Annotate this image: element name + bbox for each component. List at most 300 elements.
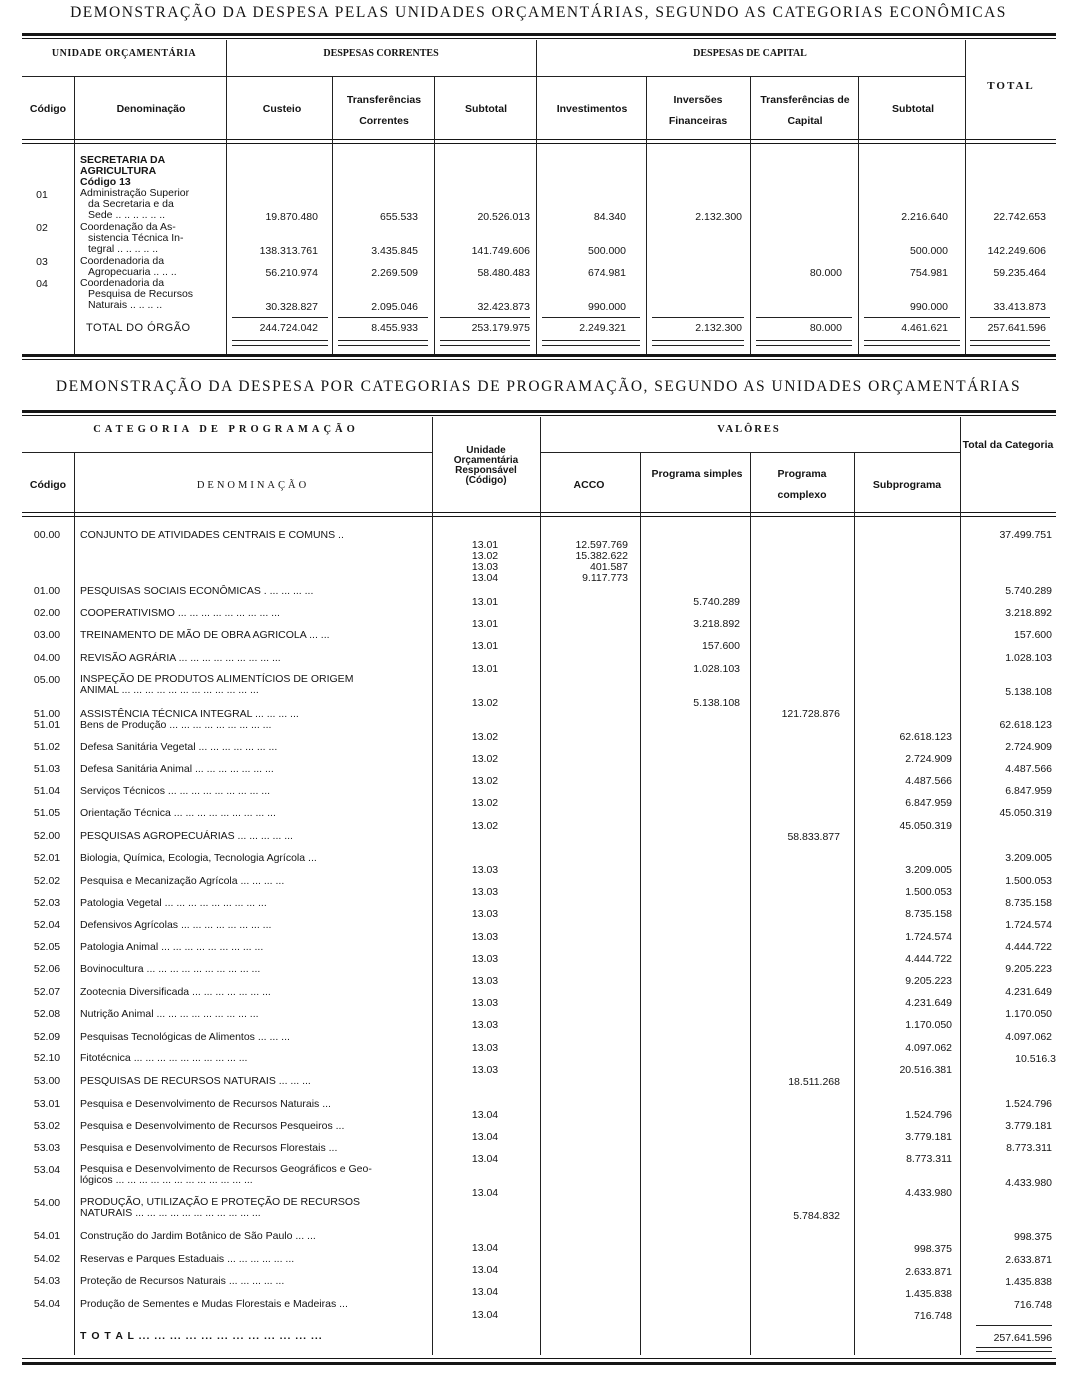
t2-total-label: T O T A L ... ... ... ... ... ... ... ... ... ... ... ...	[80, 1330, 323, 1342]
t1-vline	[226, 40, 227, 354]
t2-simples: 1.028.103	[693, 663, 740, 675]
t2-sub: 6.847.959	[905, 797, 952, 809]
t2-code: 52.05	[33, 941, 61, 953]
t2-code: 04.00	[33, 652, 61, 664]
t2-code: 52.06	[33, 963, 61, 975]
t1-total-transf-cap: 80.000	[809, 322, 842, 334]
t1-desc-line: Coordenadoria da	[80, 255, 165, 267]
t1-group-line: AGRICULTURA	[80, 165, 157, 177]
t1-total-custeio: 244.724.042	[259, 322, 318, 334]
t2-total: 4.231.649	[1005, 986, 1052, 998]
t2-vline	[432, 417, 433, 1355]
t1-header-transf-correntes: Transferências Correntes	[346, 94, 422, 127]
t2-total: 62.618.123	[999, 719, 1052, 731]
t1-sub1: 141.749.606	[471, 245, 530, 257]
t2-desc: Pesquisa e Desenvolvimento de Recursos Naturais ...	[80, 1098, 331, 1110]
t2-unidade: 13.04	[471, 1242, 499, 1254]
t1-sub1: 20.526.013	[477, 211, 530, 223]
t2-sub: 1.435.838	[905, 1288, 952, 1300]
t1-header-unidade: UNIDADE ORÇAMENTÁRIA	[51, 48, 197, 59]
t2-complexo: 121.728.876	[781, 708, 840, 720]
t2-sum-rule	[976, 1347, 1052, 1348]
t1-desc-line: da Secretaria e da	[88, 198, 174, 210]
t2-sub: 4.231.649	[905, 997, 952, 1009]
t2-unidade: 13.01	[471, 618, 499, 630]
t2-code: 51.04	[33, 785, 61, 797]
t1-sum-rule	[232, 317, 328, 318]
t1-sum-rule	[756, 317, 852, 318]
t2-unidade: 13.03	[471, 1042, 499, 1054]
t1-header-bottom2	[22, 143, 1056, 144]
t2-code: 01.00	[33, 585, 61, 597]
t1-sum-rule	[440, 317, 530, 318]
t2-unidade: 13.01	[471, 640, 499, 652]
t2-desc-cont: NATURAIS ... ... ... ... ... ... ... ... ... ... ...	[80, 1207, 261, 1219]
t2-total: 8.735.158	[1005, 897, 1052, 909]
t2-desc: PRODUÇÃO, UTILIZAÇÃO E PROTEÇÃO DE RECURSOS	[80, 1196, 361, 1208]
table2-top-rule-thin	[22, 415, 1056, 416]
t2-vline	[640, 453, 641, 1355]
t2-total: 5.138.108	[1005, 686, 1052, 698]
t2-code: 00.00	[33, 529, 61, 541]
t1-group-name	[80, 155, 165, 188]
t1-desc-line: Pesquisa de Recursos	[88, 288, 194, 300]
t2-desc: Patologia Animal ... ... ... ... ... ... ... ... ...	[80, 941, 264, 953]
t2-sub: 1.500.053	[905, 886, 952, 898]
t2-sub: 1.170.050	[905, 1019, 952, 1031]
t2-desc: TREINAMENTO DE MÃO DE OBRA AGRICOLA ... ...	[80, 629, 330, 641]
t2-desc: PESQUISAS AGROPECUÁRIAS ... ... ... ... ...	[80, 830, 293, 842]
t1-header-correntes: DESPESAS CORRENTES	[323, 48, 439, 59]
t2-sub: 9.205.223	[905, 975, 952, 987]
t1-header-subtotal1: Subtotal	[465, 103, 507, 115]
t1-sub2: 990.000	[910, 301, 948, 313]
t2-desc: COOPERATIVISMO ... ... ... ... ... ... ... ... ...	[80, 607, 280, 619]
t1-row-desc	[80, 188, 226, 221]
t2-total: 157.600	[1014, 629, 1052, 641]
t2-desc: Patologia Vegetal ... ... ... ... ... ... ... ... ...	[80, 897, 267, 909]
t2-sub: 4.433.980	[905, 1187, 952, 1199]
t1-row-code: 01	[36, 189, 48, 201]
t2-header-bottom2	[22, 516, 1056, 517]
t1-sum-rule	[864, 345, 960, 346]
t2-header-categoria: CATEGORIA DE PROGRAMAÇÃO	[93, 424, 359, 435]
t2-desc: Defensivos Agrícolas ... ... ... ... ... ... ... ...	[80, 919, 272, 931]
t2-desc: Construção do Jardim Botânico de São Paulo ... ...	[80, 1230, 316, 1242]
t2-header-unidade: Unidade Orçamentária Responsável (Código)	[453, 445, 519, 486]
t2-unidade: 13.02	[471, 550, 499, 562]
t2-unidade: 13.02	[471, 753, 499, 765]
t2-sub: 1.524.796	[905, 1109, 952, 1121]
t1-sum-rule	[440, 340, 530, 341]
t2-simples: 157.600	[702, 640, 740, 652]
t2-code: 53.03	[33, 1142, 61, 1154]
t2-sub: 716.748	[914, 1310, 952, 1322]
t2-total: 9.205.223	[1005, 963, 1052, 975]
t2-total: 8.773.311	[1006, 1142, 1052, 1154]
t2-sub: 4.097.062	[905, 1042, 952, 1054]
t1-transf: 2.095.046	[371, 301, 418, 313]
t2-sum-rule	[976, 1325, 1052, 1326]
t1-sub2: 500.000	[910, 245, 948, 257]
t2-total: 4.487.566	[1005, 763, 1052, 775]
t1-header-bottom	[22, 139, 1056, 140]
t1-sum-rule	[756, 340, 852, 341]
t2-desc: Serviços Técnicos ... ... ... ... ... ... ... ... ...	[80, 785, 271, 797]
t2-desc: Reservas e Parques Estaduais ... ... ... ... ... ...	[80, 1253, 295, 1265]
t1-sum-rule	[970, 340, 1050, 341]
t1-desc-line: Coordenadoria da	[80, 277, 165, 289]
t2-desc: Zootecnia Diversificada ... ... ... ... ... ... ...	[80, 986, 271, 998]
t2-desc: Defesa Sanitária Animal ... ... ... ... ... ... ...	[80, 763, 274, 775]
t2-code: 52.00	[33, 830, 61, 842]
t2-desc: Produção de Sementes e Mudas Florestais e Madeiras ...	[80, 1298, 348, 1310]
t2-unidade: 13.02	[471, 731, 499, 743]
t2-header-denominacao: DENOMINAÇÃO	[196, 480, 310, 491]
t1-vline	[750, 77, 751, 354]
t2-code: 52.07	[33, 986, 61, 998]
t1-vline	[536, 40, 537, 354]
t2-sub: 4.487.566	[905, 775, 952, 787]
t2-desc: Pesquisa e Mecanização Agrícola ... ... ... ...	[80, 875, 285, 887]
t2-vline	[960, 417, 961, 1355]
t1-desc-line: Administração Superior	[80, 187, 190, 199]
t1-total: 59.235.464	[993, 267, 1046, 279]
t1-header-transf-capital: Transferências de Capital	[760, 94, 850, 127]
t1-header-capital: DESPESAS DE CAPITAL	[693, 48, 807, 59]
t2-desc-cont: lógicos ... ... ... ... ... ... ... ... ... ... ... ...	[80, 1174, 253, 1186]
t1-custeio: 19.870.480	[265, 211, 318, 223]
t1-total-invest: 2.249.321	[579, 322, 626, 334]
t2-simples: 3.218.892	[693, 618, 740, 630]
t2-code: 51.03	[33, 763, 61, 775]
t2-total: 6.847.959	[1005, 785, 1052, 797]
t2-header-total: Total da Categoria	[962, 439, 1054, 451]
t1-invest: 674.981	[588, 267, 626, 279]
t2-code: 52.03	[33, 897, 61, 909]
t1-transf-cap: 80.000	[809, 267, 842, 279]
t2-desc: INSPEÇÃO DE PRODUTOS ALIMENTÍCIOS DE ORIGEM	[80, 673, 354, 685]
t2-total: 1.028.103	[1005, 652, 1052, 664]
t2-code: 54.01	[33, 1230, 61, 1242]
t2-unidade: 13.03	[471, 997, 499, 1009]
t1-header-denominacao: Denominação	[116, 103, 186, 115]
t2-header-prog-simples: Programa simples	[651, 468, 743, 480]
t2-total: 4.444.722	[1005, 941, 1052, 953]
t2-total: 998.375	[1014, 1231, 1052, 1243]
t2-unidade: 13.04	[471, 1309, 499, 1321]
t1-sum-rule	[542, 317, 640, 318]
t2-total: 3.209.005	[1005, 852, 1052, 864]
t2-unidade: 13.04	[471, 1187, 499, 1199]
t2-code: 52.04	[33, 919, 61, 931]
t1-sum-rule	[652, 317, 744, 318]
t2-acco: 15.382.622	[575, 550, 628, 562]
t1-sum-rule	[652, 340, 744, 341]
t2-unidade: 13.03	[471, 886, 499, 898]
t1-header-divider	[22, 76, 966, 77]
t2-unidade: 13.02	[471, 820, 499, 832]
t1-transf: 2.269.509	[371, 267, 418, 279]
t2-unidade: 13.03	[471, 1064, 499, 1076]
t2-code: 53.01	[33, 1098, 61, 1110]
t1-row-desc	[80, 222, 226, 255]
t1-row-desc	[80, 278, 226, 311]
t2-simples: 5.740.289	[693, 596, 740, 608]
t2-header-acco: ACCO	[573, 479, 605, 491]
t1-sum-rule	[338, 317, 428, 318]
t2-desc: Pesquisa e Desenvolvimento de Recursos Pesqueiros ...	[80, 1120, 345, 1132]
t2-total: 4.097.062	[1005, 1031, 1052, 1043]
t2-unidade: 13.04	[471, 1286, 499, 1298]
t2-acco: 9.117.773	[582, 572, 628, 584]
t2-unidade: 13.03	[471, 1019, 499, 1031]
t2-total: 4.433.980	[1005, 1177, 1052, 1189]
t1-custeio: 138.313.761	[259, 245, 318, 257]
t2-total: 2.633.871	[1005, 1254, 1052, 1266]
t2-code: 52.02	[33, 875, 61, 887]
t1-total-total: 257.641.596	[987, 322, 1046, 334]
t2-desc: Pesquisas Tecnológicas de Alimentos ... ... ...	[80, 1031, 290, 1043]
t2-code: 52.09	[33, 1031, 61, 1043]
t1-invest: 500.000	[588, 245, 626, 257]
t1-total: 33.413.873	[993, 301, 1046, 313]
t2-desc: PESQUISAS SOCIAIS ECONÔMICAS . ... ... ... ...	[80, 585, 314, 597]
t2-code: 53.04	[33, 1164, 61, 1176]
t2-unidade: 13.03	[471, 953, 499, 965]
t1-desc-line: tegral .. .. .. .. ..	[88, 243, 159, 255]
t2-desc-cont: ANIMAL ... ... ... ... ... ... ... ... ... ... ... ...	[80, 684, 259, 696]
t1-sum-rule	[970, 345, 1050, 346]
t2-total: 1.524.796	[1005, 1098, 1052, 1110]
t2-code: 52.01	[33, 852, 61, 864]
t2-desc: Orientação Técnica ... ... ... ... ... ... ... ... ...	[80, 807, 276, 819]
t1-total-transf: 8.455.933	[371, 322, 418, 334]
table1-top-rule-thin	[22, 38, 1056, 39]
t2-header-codigo: Código	[29, 479, 67, 491]
t1-group-line: SECRETARIA DA	[80, 154, 166, 166]
t2-code: 54.04	[33, 1298, 61, 1310]
t2-total: 716.748	[1014, 1299, 1052, 1311]
t1-header-custeio: Custeio	[262, 103, 302, 115]
t2-unidade: 13.03	[471, 561, 499, 573]
t2-code: 05.00	[33, 674, 61, 686]
t1-vline	[858, 77, 859, 354]
t1-custeio: 30.328.827	[265, 301, 318, 313]
t1-total-label: TOTAL DO ÓRGÃO	[86, 322, 191, 334]
t2-total: 1.435.838	[1005, 1276, 1052, 1288]
t2-code: 54.02	[33, 1253, 61, 1265]
t2-unidade: 13.02	[471, 697, 499, 709]
t1-sub2: 2.216.640	[901, 211, 948, 223]
t1-desc-line: Sede .. .. .. .. .. ..	[88, 209, 166, 221]
t2-sub: 3.779.181	[905, 1131, 952, 1143]
t1-vline	[434, 77, 435, 354]
t2-unidade: 13.03	[471, 975, 499, 987]
t1-header-codigo: Código	[29, 103, 67, 115]
t1-header-total: TOTAL	[987, 80, 1035, 92]
t2-header-prog-complexo: Programa complexo	[777, 468, 827, 501]
t2-sub: 62.618.123	[899, 731, 952, 743]
t2-vline	[540, 417, 541, 1355]
t1-sub1: 58.480.483	[477, 267, 530, 279]
t2-complexo: 58.833.877	[787, 831, 840, 843]
t2-sub: 2.724.909	[905, 753, 952, 765]
t2-total: 1.500.053	[1005, 875, 1052, 887]
t1-header-subtotal2: Subtotal	[892, 103, 934, 115]
t2-acco: 401.587	[590, 561, 628, 573]
table1-top-rule	[22, 33, 1056, 36]
t2-header-valores: VALÔRES	[717, 424, 781, 435]
t2-total: 3.218.892	[1005, 607, 1052, 619]
t1-vline	[332, 77, 333, 354]
t2-desc: Defesa Sanitária Vegetal ... ... ... ... ... ... ...	[80, 741, 278, 753]
t2-desc: Bens de Produção ... ... ... ... ... ... ... ... ...	[80, 719, 272, 731]
t2-simples: 5.138.108	[693, 697, 740, 709]
t1-header-inversoes: Inversões Financeiras	[668, 94, 728, 127]
t2-total: 37.499.751	[999, 529, 1052, 541]
t2-sub: 2.633.871	[905, 1266, 952, 1278]
t2-desc: Fitotécnica ... ... ... ... ... ... ... ... ... ...	[80, 1052, 248, 1064]
t2-vline	[750, 453, 751, 1355]
t2-total: 2.724.909	[1005, 741, 1052, 753]
t2-unidade: 13.04	[471, 1109, 499, 1121]
t2-code: 03.00	[33, 629, 61, 641]
t1-sub1: 32.423.873	[477, 301, 530, 313]
t1-transf: 3.435.845	[371, 245, 418, 257]
t1-desc-line: Naturais .. .. .. ..	[88, 299, 163, 311]
table1-bottom-rule	[22, 354, 1056, 357]
t2-unidade: 13.03	[471, 931, 499, 943]
t2-vline	[854, 453, 855, 1355]
t2-sub: 998.375	[914, 1243, 952, 1255]
t2-unidade: 13.01	[471, 539, 499, 551]
table1-bottom-rule-thin	[22, 359, 1056, 360]
t2-unidade: 13.02	[471, 797, 499, 809]
table2-bottom-rule	[22, 1362, 1056, 1365]
t2-code: 54.00	[33, 1197, 61, 1209]
t2-unidade: 13.04	[471, 1264, 499, 1276]
t1-header-investimentos: Investimentos	[556, 103, 628, 115]
t2-header-divider	[22, 452, 432, 453]
t2-total: 45.050.319	[999, 807, 1052, 819]
t1-sum-rule	[232, 340, 328, 341]
t2-unidade: 13.03	[471, 908, 499, 920]
t1-total: 142.249.606	[987, 245, 1046, 257]
t1-custeio: 56.210.974	[265, 267, 318, 279]
t2-desc: Nutrição Animal ... ... ... ... ... ... ... ... ...	[80, 1008, 259, 1020]
t2-desc: REVISÃO AGRÁRIA ... ... ... ... ... ... ... ... ...	[80, 652, 281, 664]
t2-unidade: 13.02	[471, 775, 499, 787]
t2-sub: 20.516.381	[899, 1064, 952, 1076]
t2-code: 51.02	[33, 741, 61, 753]
t2-complexo: 5.784.832	[793, 1210, 840, 1222]
t2-code: 51.00	[33, 708, 61, 720]
t2-sum-rule	[976, 1351, 1052, 1352]
t1-sum-rule	[864, 340, 960, 341]
t2-vline	[74, 453, 75, 1355]
t2-total: 1.724.574	[1005, 919, 1052, 931]
t2-code: 54.03	[33, 1275, 61, 1287]
t2-unidade: 13.01	[471, 663, 499, 675]
t2-desc: Bovinocultura ... ... ... ... ... ... ... ... ... ...	[80, 963, 261, 975]
t2-sub: 4.444.722	[905, 953, 952, 965]
t1-total-sub2: 4.461.621	[901, 322, 948, 334]
t2-desc: Pesquisa e Desenvolvimento de Recursos Florestais ...	[80, 1142, 338, 1154]
t1-sum-rule	[338, 340, 428, 341]
t1-row-code: 03	[36, 256, 48, 268]
t1-desc-line: Agropecuaria .. .. ..	[88, 266, 177, 278]
t1-row-code: 04	[36, 278, 48, 290]
t2-unidade: 13.04	[471, 572, 499, 584]
t1-row-desc	[80, 256, 226, 278]
t2-complexo: 18.511.268	[788, 1076, 840, 1088]
t1-vline	[646, 77, 647, 354]
t2-code: 52.10	[33, 1052, 61, 1064]
t1-total-inversoes: 2.132.300	[695, 322, 742, 334]
t2-total-total: 257.641.596	[993, 1332, 1052, 1344]
t1-sum-rule	[542, 345, 640, 346]
t1-sum-rule	[542, 340, 640, 341]
t1-desc-line: sistencia Técnica In-	[88, 232, 184, 244]
t2-total: 1.170.050	[1005, 1008, 1052, 1020]
t2-sub: 3.209.005	[905, 864, 952, 876]
table2-bottom-rule-thin	[22, 1358, 1056, 1359]
t2-code: 51.01	[33, 719, 61, 731]
t2-code: 53.02	[33, 1120, 61, 1132]
t2-acco: 12.597.769	[575, 539, 628, 551]
t1-sum-rule	[440, 345, 530, 346]
t2-code: 02.00	[33, 607, 61, 619]
t2-unidade: 13.04	[471, 1131, 499, 1143]
t2-header-subprograma: Subprograma	[872, 479, 942, 491]
t2-desc: PESQUISAS DE RECURSOS NATURAIS ... ... ...	[80, 1075, 311, 1087]
t2-code: 51.05	[33, 807, 61, 819]
t1-invest: 84.340	[593, 211, 626, 223]
table1-title: DEMONSTRAÇÃO DA DESPESA PELAS UNIDADES ORÇAMENTÁRIAS, SEGUNDO AS CATEGORIAS ECONÔMICAS	[70, 4, 1007, 21]
t2-code: 52.08	[33, 1008, 61, 1020]
t2-sub: 8.773.311	[906, 1153, 952, 1165]
t2-desc: ASSISTÊNCIA TÉCNICA INTEGRAL ... ... ... ...	[80, 708, 299, 720]
t1-invest: 990.000	[588, 301, 626, 313]
t1-total-sub1: 253.179.975	[471, 322, 530, 334]
t1-sum-rule	[756, 345, 852, 346]
t1-group-line: Código 13	[80, 176, 131, 188]
t2-sub: 8.735.158	[905, 908, 952, 920]
t2-desc: CONJUNTO DE ATIVIDADES CENTRAIS E COMUNS ..	[80, 529, 344, 541]
t2-sub: 45.050.319	[899, 820, 952, 832]
t2-sub: 1.724.574	[905, 931, 952, 943]
t2-desc: Pesquisa e Desenvolvimento de Recursos Geográficos e Geo-	[80, 1163, 372, 1175]
t2-desc: Proteção de Recursos Naturais ... ... ... ... ...	[80, 1275, 285, 1287]
t1-desc-line: Coordenação da As-	[80, 221, 176, 233]
t1-row-code: 02	[36, 222, 48, 234]
t2-code: 53.00	[33, 1075, 61, 1087]
t1-sum-rule	[652, 345, 744, 346]
t1-sub2: 754.981	[910, 267, 948, 279]
t1-transf: 655.533	[380, 211, 418, 223]
t2-unidade: 13.01	[471, 596, 499, 608]
t1-inversoes: 2.132.300	[695, 211, 742, 223]
t2-unidade: 13.04	[471, 1153, 499, 1165]
t2-total: 10.516.3	[1015, 1053, 1056, 1065]
t1-sum-rule	[864, 317, 960, 318]
t1-vline	[74, 77, 75, 354]
t2-total: 5.740.289	[1005, 585, 1052, 597]
t2-total: 3.779.181	[1005, 1120, 1052, 1132]
t2-desc: Biologia, Química, Ecologia, Tecnologia Agrícola ...	[80, 852, 317, 864]
table2-title: DEMONSTRAÇÃO DA DESPESA POR CATEGORIAS DE PROGRAMAÇÃO, SEGUNDO AS UNIDADES ORÇAMENTÁRIAS	[55, 378, 1022, 395]
